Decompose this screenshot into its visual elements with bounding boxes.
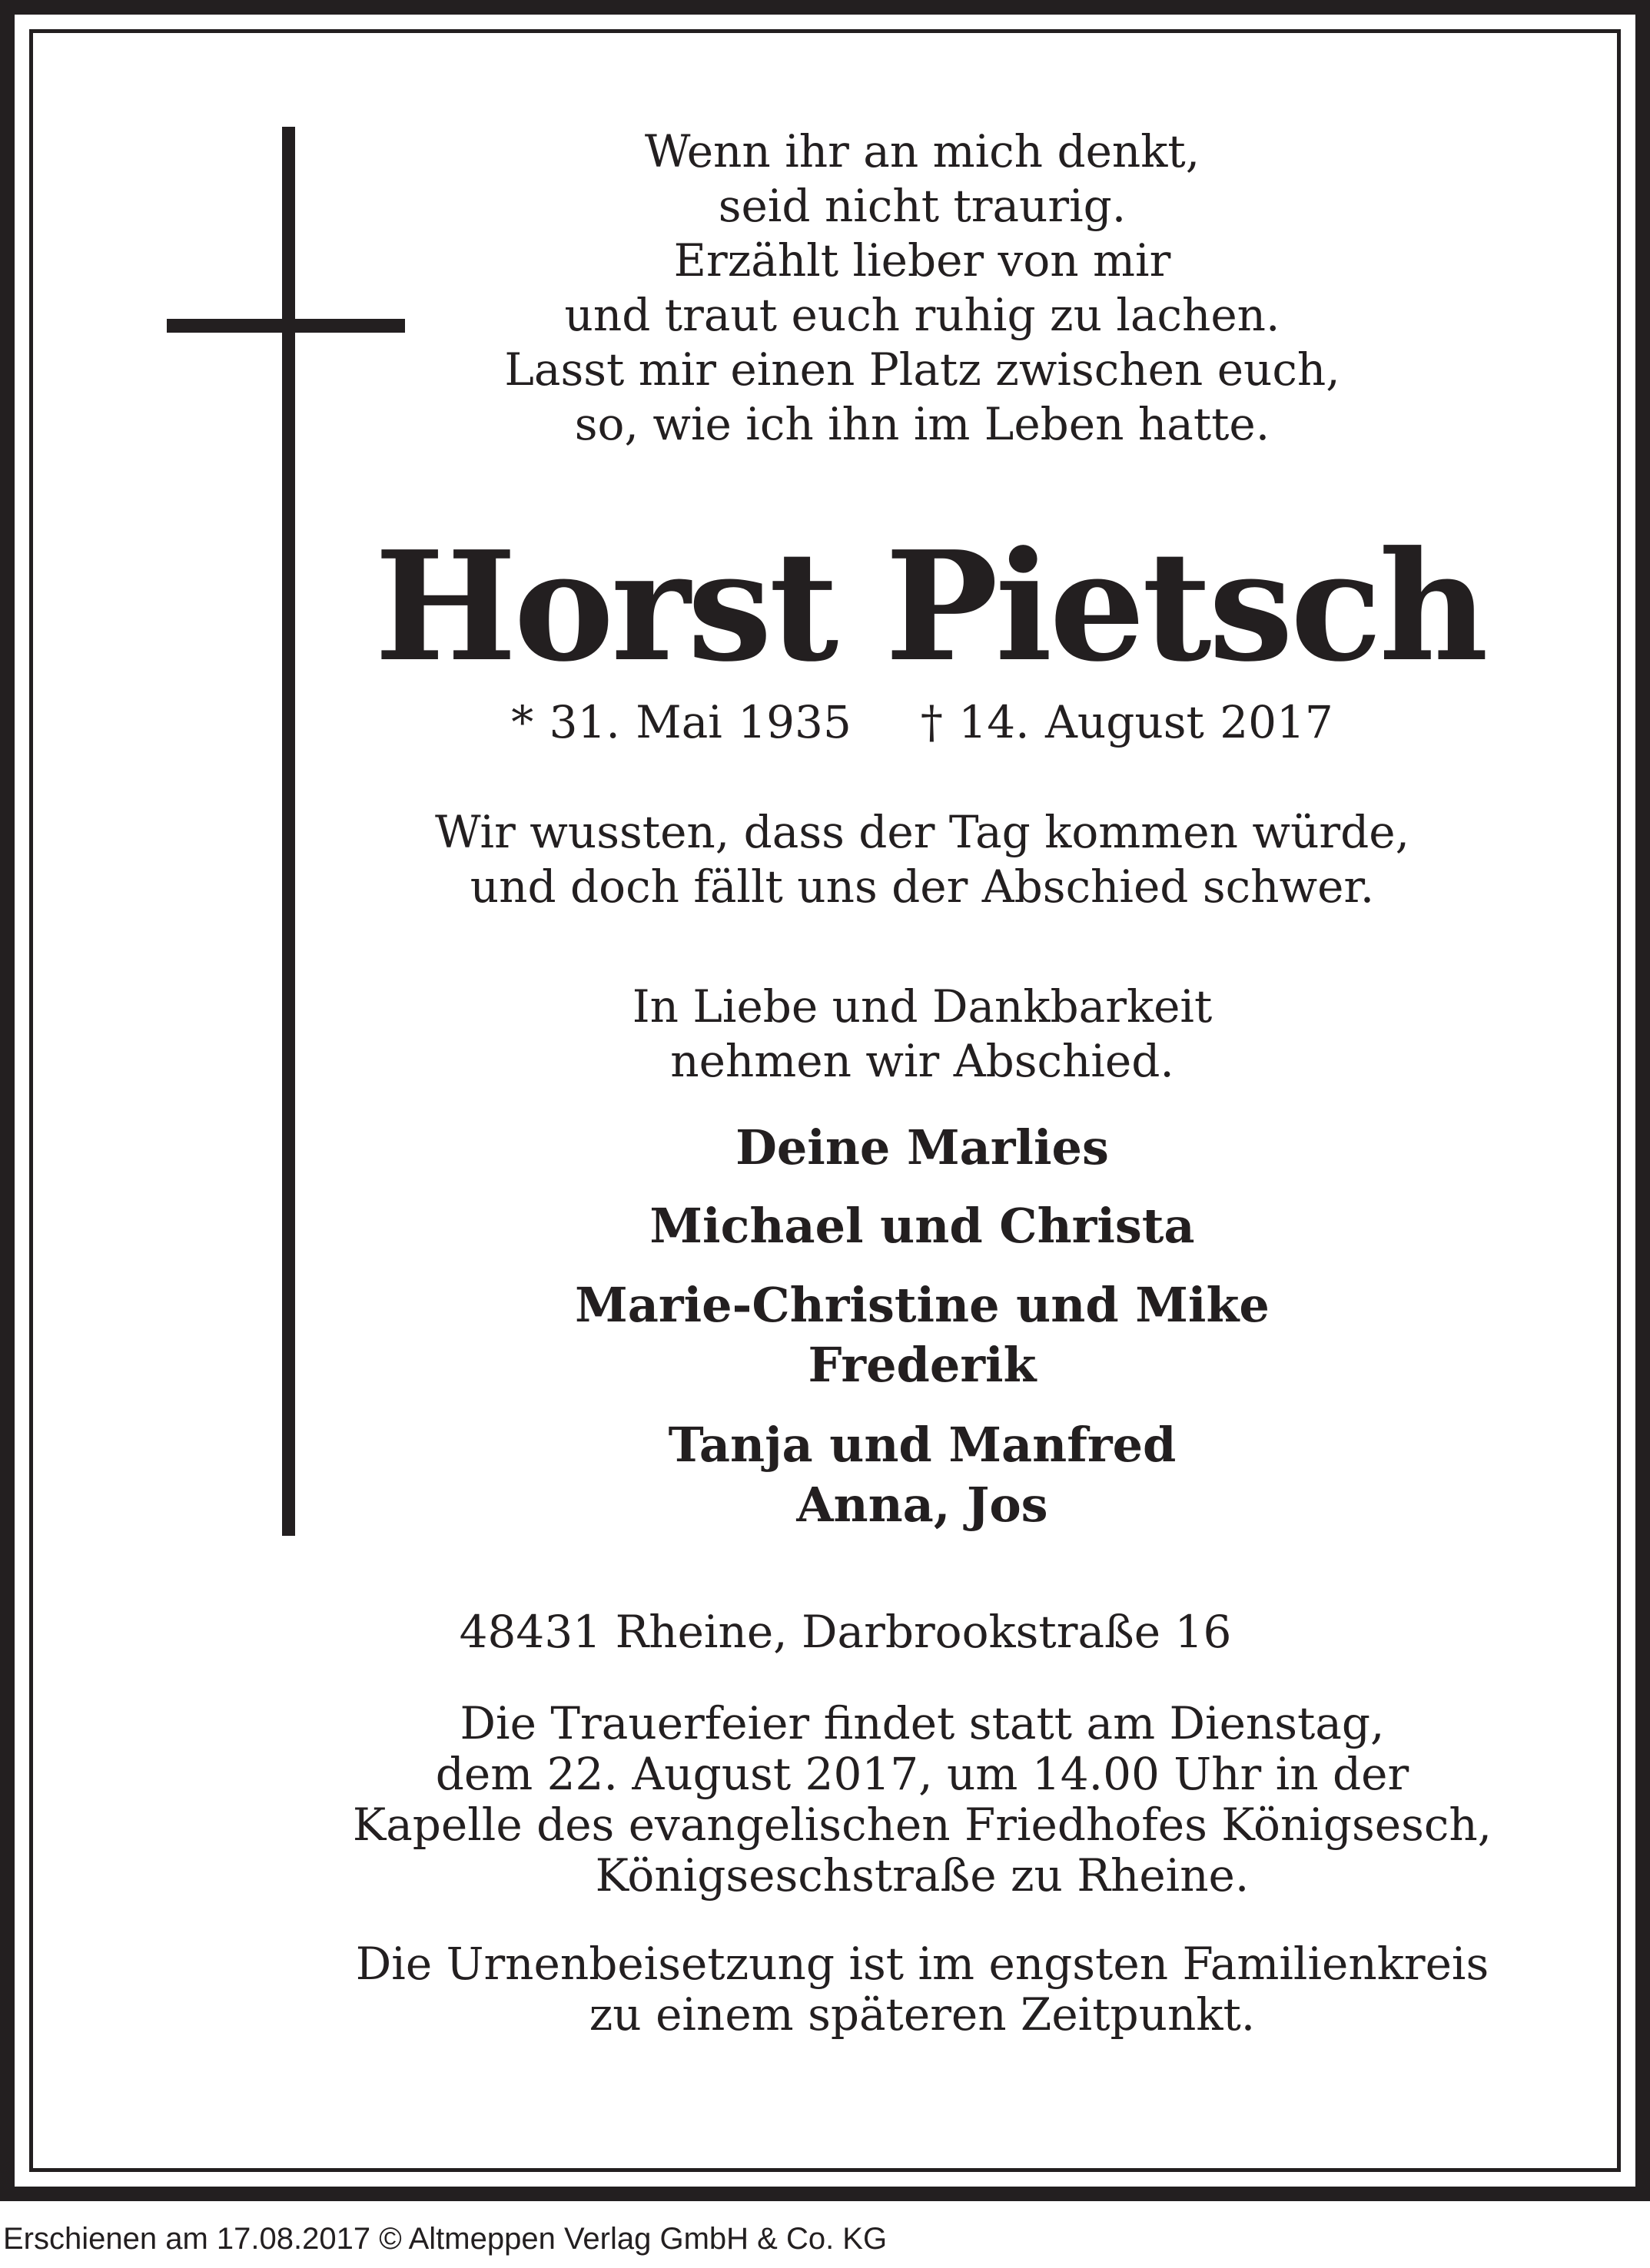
death-date: † 14. August 2017 bbox=[920, 696, 1333, 748]
address: 48431 Rheine, Darbrookstraße 16 bbox=[459, 1606, 1232, 1658]
cross-icon-horizontal-bar bbox=[167, 319, 405, 333]
family-member: Michael und Christa bbox=[649, 1198, 1195, 1254]
cross-icon-vertical-bar bbox=[282, 127, 295, 1536]
poem-line: Wenn ihr an mich denkt, bbox=[644, 125, 1200, 177]
ceremony-info bbox=[231, 1698, 1614, 1901]
ceremony-line: dem 22. August 2017, um 14.00 Uhr in der bbox=[435, 1748, 1409, 1800]
burial-line: zu einem späteren Zeitpunkt. bbox=[589, 1988, 1256, 2041]
poem-line: seid nicht traurig. bbox=[718, 180, 1127, 232]
poem-line: Erzählt lieber von mir bbox=[673, 234, 1171, 287]
ceremony-line: Königseschstraße zu Rheine. bbox=[595, 1849, 1250, 1902]
poem bbox=[430, 124, 1414, 452]
farewell-text bbox=[430, 980, 1414, 1089]
quote-line: und doch fällt uns der Abschied schwer. bbox=[470, 860, 1375, 913]
life-dates bbox=[430, 695, 1414, 749]
poem-line: und traut euch ruhig zu lachen. bbox=[564, 289, 1280, 341]
deceased-name: Horst Pietsch bbox=[374, 519, 1486, 695]
publication-footer: Erschienen am 17.08.2017 © Altmeppen Verlag GmbH & Co. KG bbox=[3, 2222, 888, 2256]
family-member: Frederik bbox=[808, 1337, 1037, 1393]
poem-line: Lasst mir einen Platz zwischen euch, bbox=[504, 343, 1340, 396]
burial-line: Die Urnenbeisetzung ist im engsten Familienkreis bbox=[355, 1938, 1489, 1990]
quote-line: Wir wussten, dass der Tag kommen würde, bbox=[434, 806, 1410, 858]
ceremony-line: Die Trauerfeier findet statt am Dienstag, bbox=[460, 1697, 1385, 1749]
farewell-line: In Liebe und Dankbarkeit bbox=[632, 980, 1213, 1033]
poem-line: so, wie ich ihn im Leben hatte. bbox=[574, 398, 1270, 450]
family-member: Anna, Jos bbox=[796, 1477, 1048, 1533]
ceremony-line: Kapelle des evangelischen Friedhofes Königsesch, bbox=[352, 1799, 1492, 1851]
family-member: Tanja und Manfred bbox=[668, 1417, 1177, 1473]
family-group-1 bbox=[430, 1118, 1414, 1178]
quote bbox=[369, 805, 1476, 914]
farewell-line: nehmen wir Abschied. bbox=[670, 1035, 1174, 1087]
family-group-4 bbox=[430, 1415, 1414, 1535]
family-member: Deine Marlies bbox=[735, 1119, 1109, 1175]
family-group-2 bbox=[430, 1196, 1414, 1256]
birth-date: * 31. Mai 1935 bbox=[511, 696, 852, 748]
family-group-3 bbox=[430, 1275, 1414, 1395]
burial-info bbox=[231, 1938, 1614, 2040]
family-member: Marie-Christine und Mike bbox=[575, 1277, 1270, 1333]
